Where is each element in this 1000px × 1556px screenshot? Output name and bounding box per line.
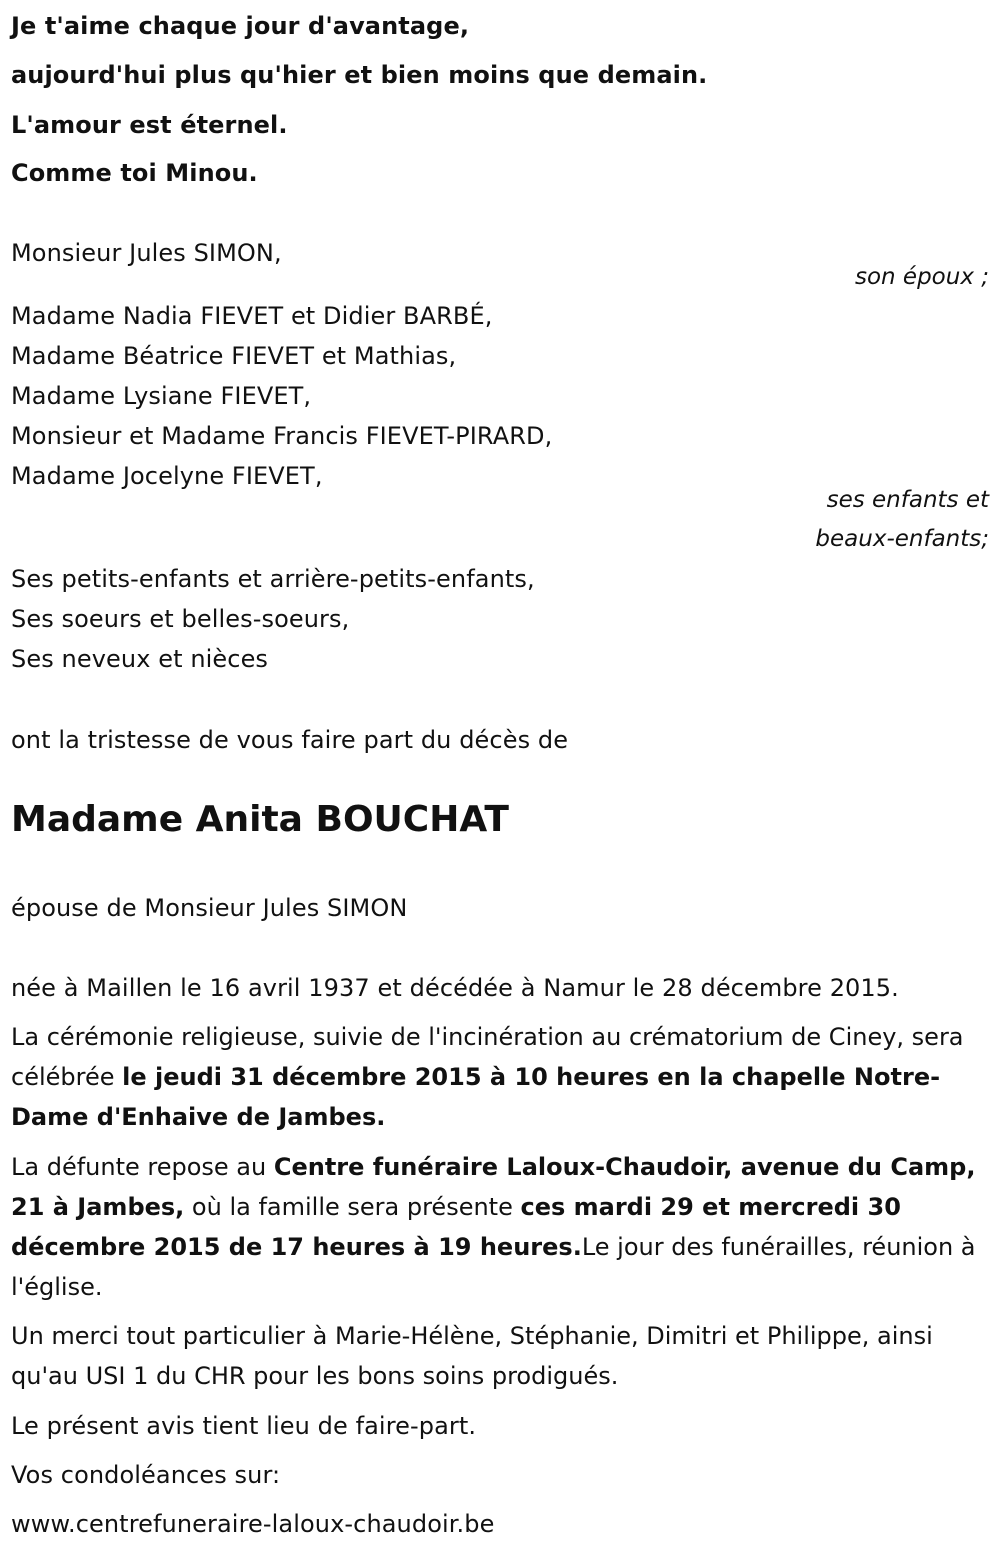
visitation-text-2: où la famille sera présente bbox=[184, 1193, 521, 1221]
website-link[interactable]: www.centrefuneraire-laloux-chaudoir.be bbox=[11, 1510, 495, 1538]
poem-line-3: L'amour est éternel. bbox=[11, 111, 288, 139]
family-line-3: Ses neveux et nièces bbox=[11, 645, 269, 673]
visitation-text-1: La défunte repose au bbox=[11, 1153, 274, 1181]
spouse-role: son époux ; bbox=[854, 264, 989, 290]
child-2: Madame Béatrice FIEVET et Mathias, bbox=[11, 342, 457, 370]
visitation-paragraph bbox=[11, 1147, 986, 1307]
ceremony-paragraph bbox=[11, 1017, 986, 1137]
children-role-line-1: ses enfants et bbox=[826, 487, 989, 513]
visitation-text-3: Le jour des funérailles, réunion à l'église. bbox=[11, 1233, 976, 1301]
child-3: Madame Lysiane FIEVET, bbox=[11, 382, 312, 410]
visitation-times: ces mardi 29 et mercredi 30 décembre 2015 de 17 heures à 19 heures. bbox=[11, 1193, 901, 1261]
ceremony-text: La cérémonie religieuse, suivie de l'incinération au crématorium de Ciney, sera célébrée bbox=[11, 1023, 964, 1091]
child-1: Madame Nadia FIEVET et Didier BARBÉ, bbox=[11, 302, 493, 330]
deceased-name: Madame Anita BOUCHAT bbox=[11, 799, 509, 840]
poem-line-1: Je t'aime chaque jour d'avantage, bbox=[11, 12, 470, 40]
poem-line-4: Comme toi Minou. bbox=[11, 159, 258, 187]
birth-death: née à Maillen le 16 avril 1937 et décédée à Namur le 28 décembre 2015. bbox=[11, 974, 899, 1002]
condolences-label: Vos condoléances sur: bbox=[11, 1461, 281, 1489]
ceremony-date-place: le jeudi 31 décembre 2015 à 10 heures en la chapelle Notre-Dame d'Enhaive de Jambes. bbox=[11, 1063, 941, 1131]
child-5: Madame Jocelyne FIEVET, bbox=[11, 462, 323, 490]
family-line-2: Ses soeurs et belles-soeurs, bbox=[11, 605, 350, 633]
children-role-line-2: beaux-enfants; bbox=[815, 526, 989, 552]
visitation-location: Centre funéraire Laloux-Chaudoir, avenue du Camp, 21 à Jambes, bbox=[11, 1153, 976, 1221]
family-line-1: Ses petits-enfants et arrière-petits-enfants, bbox=[11, 565, 535, 593]
spouse-of: épouse de Monsieur Jules SIMON bbox=[11, 894, 408, 922]
announcement: ont la tristesse de vous faire part du décès de bbox=[11, 726, 569, 754]
thanks-paragraph: Un merci tout particulier à Marie-Hélène, Stéphanie, Dimitri et Philippe, ainsi qu'au USI 1 du CHR pour les bons soins prodigués. bbox=[11, 1322, 933, 1390]
spouse-name: Monsieur Jules SIMON, bbox=[11, 239, 282, 267]
notice: Le présent avis tient lieu de faire-part. bbox=[11, 1412, 477, 1440]
child-4: Monsieur et Madame Francis FIEVET-PIRARD, bbox=[11, 422, 553, 450]
poem-line-2: aujourd'hui plus qu'hier et bien moins que demain. bbox=[11, 61, 708, 89]
